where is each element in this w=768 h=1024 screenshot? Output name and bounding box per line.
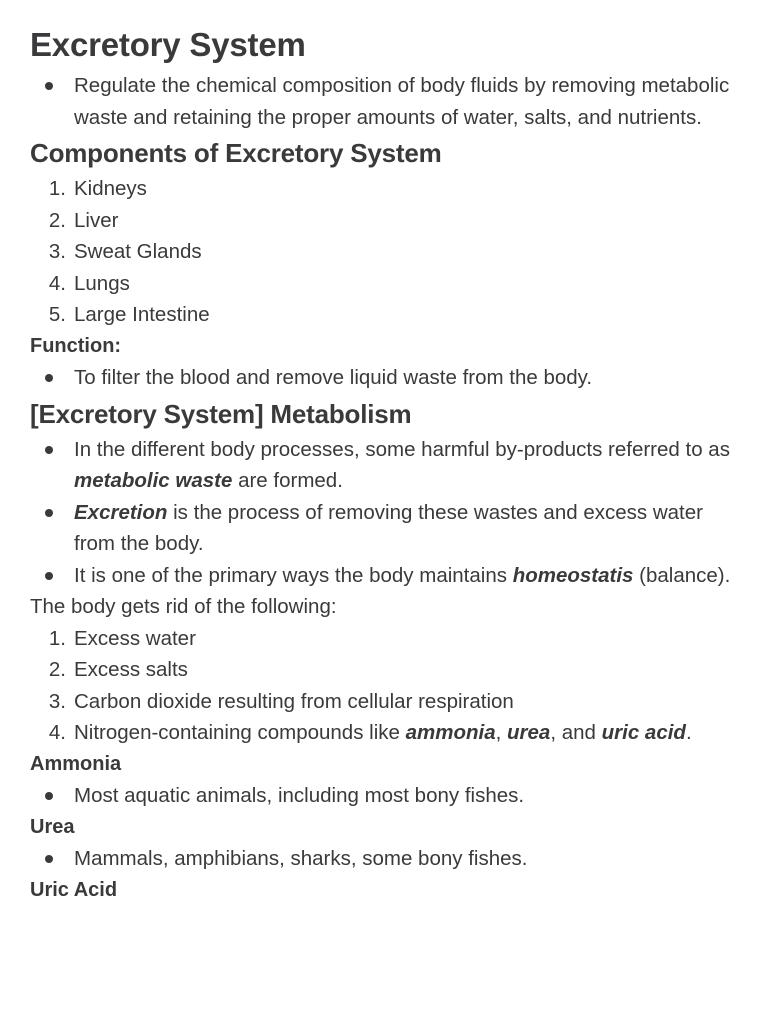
- emphasis-term: uric acid: [601, 721, 686, 744]
- components-heading: Components of Excretory System: [30, 138, 442, 168]
- list-item-text: Excess salts: [74, 658, 188, 681]
- list-number: 3.: [48, 240, 66, 263]
- list-item: [30, 560, 738, 592]
- components-list: [30, 173, 738, 331]
- list-item: [30, 236, 738, 268]
- list-number: 2.: [48, 658, 66, 681]
- list-item: [30, 70, 738, 133]
- body-paragraph: The body gets rid of the following:: [30, 595, 337, 618]
- list-number: 5.: [48, 303, 66, 326]
- list-number: 1.: [48, 177, 66, 200]
- list-item: [30, 717, 738, 749]
- list-item: [30, 173, 738, 205]
- list-item: [30, 268, 738, 300]
- list-number: 3.: [48, 689, 66, 713]
- list-item-text: Carbon dioxide resulting from cellular respiration: [74, 689, 514, 713]
- list-item: [30, 205, 738, 237]
- bullet-icon: [45, 374, 53, 382]
- function-bullet-list: [30, 362, 738, 394]
- text-run: is the process of removing these wastes and excess water from the body.: [74, 500, 703, 555]
- function-label: Function:: [30, 334, 122, 357]
- waste-list: [30, 623, 738, 749]
- list-item-text: Large Intestine: [74, 303, 210, 326]
- list-item: [30, 686, 738, 718]
- text-run: ,: [495, 721, 508, 744]
- list-item-text: Mammals, amphibians, sharks, some bony fishes.: [74, 847, 528, 870]
- text-run: Nitrogen-containing compounds like: [74, 721, 406, 744]
- list-item: [30, 362, 738, 394]
- list-item: [30, 434, 738, 497]
- list-item: [30, 299, 738, 331]
- urea-label: Urea: [30, 815, 75, 838]
- bullet-icon: [45, 792, 53, 800]
- list-number: 4.: [48, 271, 66, 295]
- text-run: (balance).: [633, 563, 731, 587]
- urea-bullet-list: [30, 843, 738, 875]
- list-item-text: Sweat Glands: [74, 240, 202, 263]
- text-run: In the different body processes, some harmful by-products referred to as: [74, 437, 730, 461]
- list-item-text: Liver: [74, 208, 119, 232]
- page-title: Excretory System: [30, 26, 306, 63]
- list-item-text: Regulate the chemical composition of body fluids by removing metabolic waste and retaining the proper amounts of water, salts, and nutrients.: [74, 74, 730, 129]
- list-item: [30, 623, 738, 655]
- emphasis-term: Excretion: [74, 500, 168, 524]
- list-item: [30, 843, 738, 875]
- list-number: 2.: [48, 208, 66, 232]
- list-item-text: Lungs: [74, 271, 130, 295]
- metabolism-bullet-list: [30, 434, 738, 592]
- intro-bullet-list: [30, 70, 738, 133]
- emphasis-term: homeostatis: [512, 563, 634, 587]
- emphasis-term: metabolic waste: [74, 469, 233, 492]
- list-item-text: Most aquatic animals, including most bony fishes.: [74, 784, 525, 807]
- bullet-icon: [45, 509, 53, 517]
- ammonia-label: Ammonia: [30, 752, 122, 775]
- emphasis-term: ammonia: [405, 721, 496, 744]
- list-item-text: Excess water: [74, 626, 196, 650]
- text-run: are formed.: [232, 469, 343, 492]
- bullet-icon: [45, 446, 53, 454]
- list-item: [30, 654, 738, 686]
- list-item: [30, 780, 738, 812]
- text-run: It is one of the primary ways the body maintains: [74, 563, 513, 587]
- text-run: .: [685, 721, 692, 744]
- list-item-text: Kidneys: [74, 177, 147, 200]
- list-number: 4.: [48, 721, 66, 744]
- list-number: 1.: [48, 626, 66, 650]
- bullet-icon: [45, 82, 53, 90]
- bullet-icon: [45, 572, 53, 580]
- text-run: , and: [550, 721, 602, 744]
- ammonia-bullet-list: [30, 780, 738, 812]
- emphasis-term: urea: [507, 721, 551, 744]
- list-item: [30, 497, 738, 560]
- uric-acid-label: Uric Acid: [30, 878, 118, 901]
- bullet-icon: [45, 855, 53, 863]
- metabolism-heading: [Excretory System] Metabolism: [30, 398, 412, 429]
- list-item-text: To filter the blood and remove liquid waste from the body.: [74, 366, 593, 389]
